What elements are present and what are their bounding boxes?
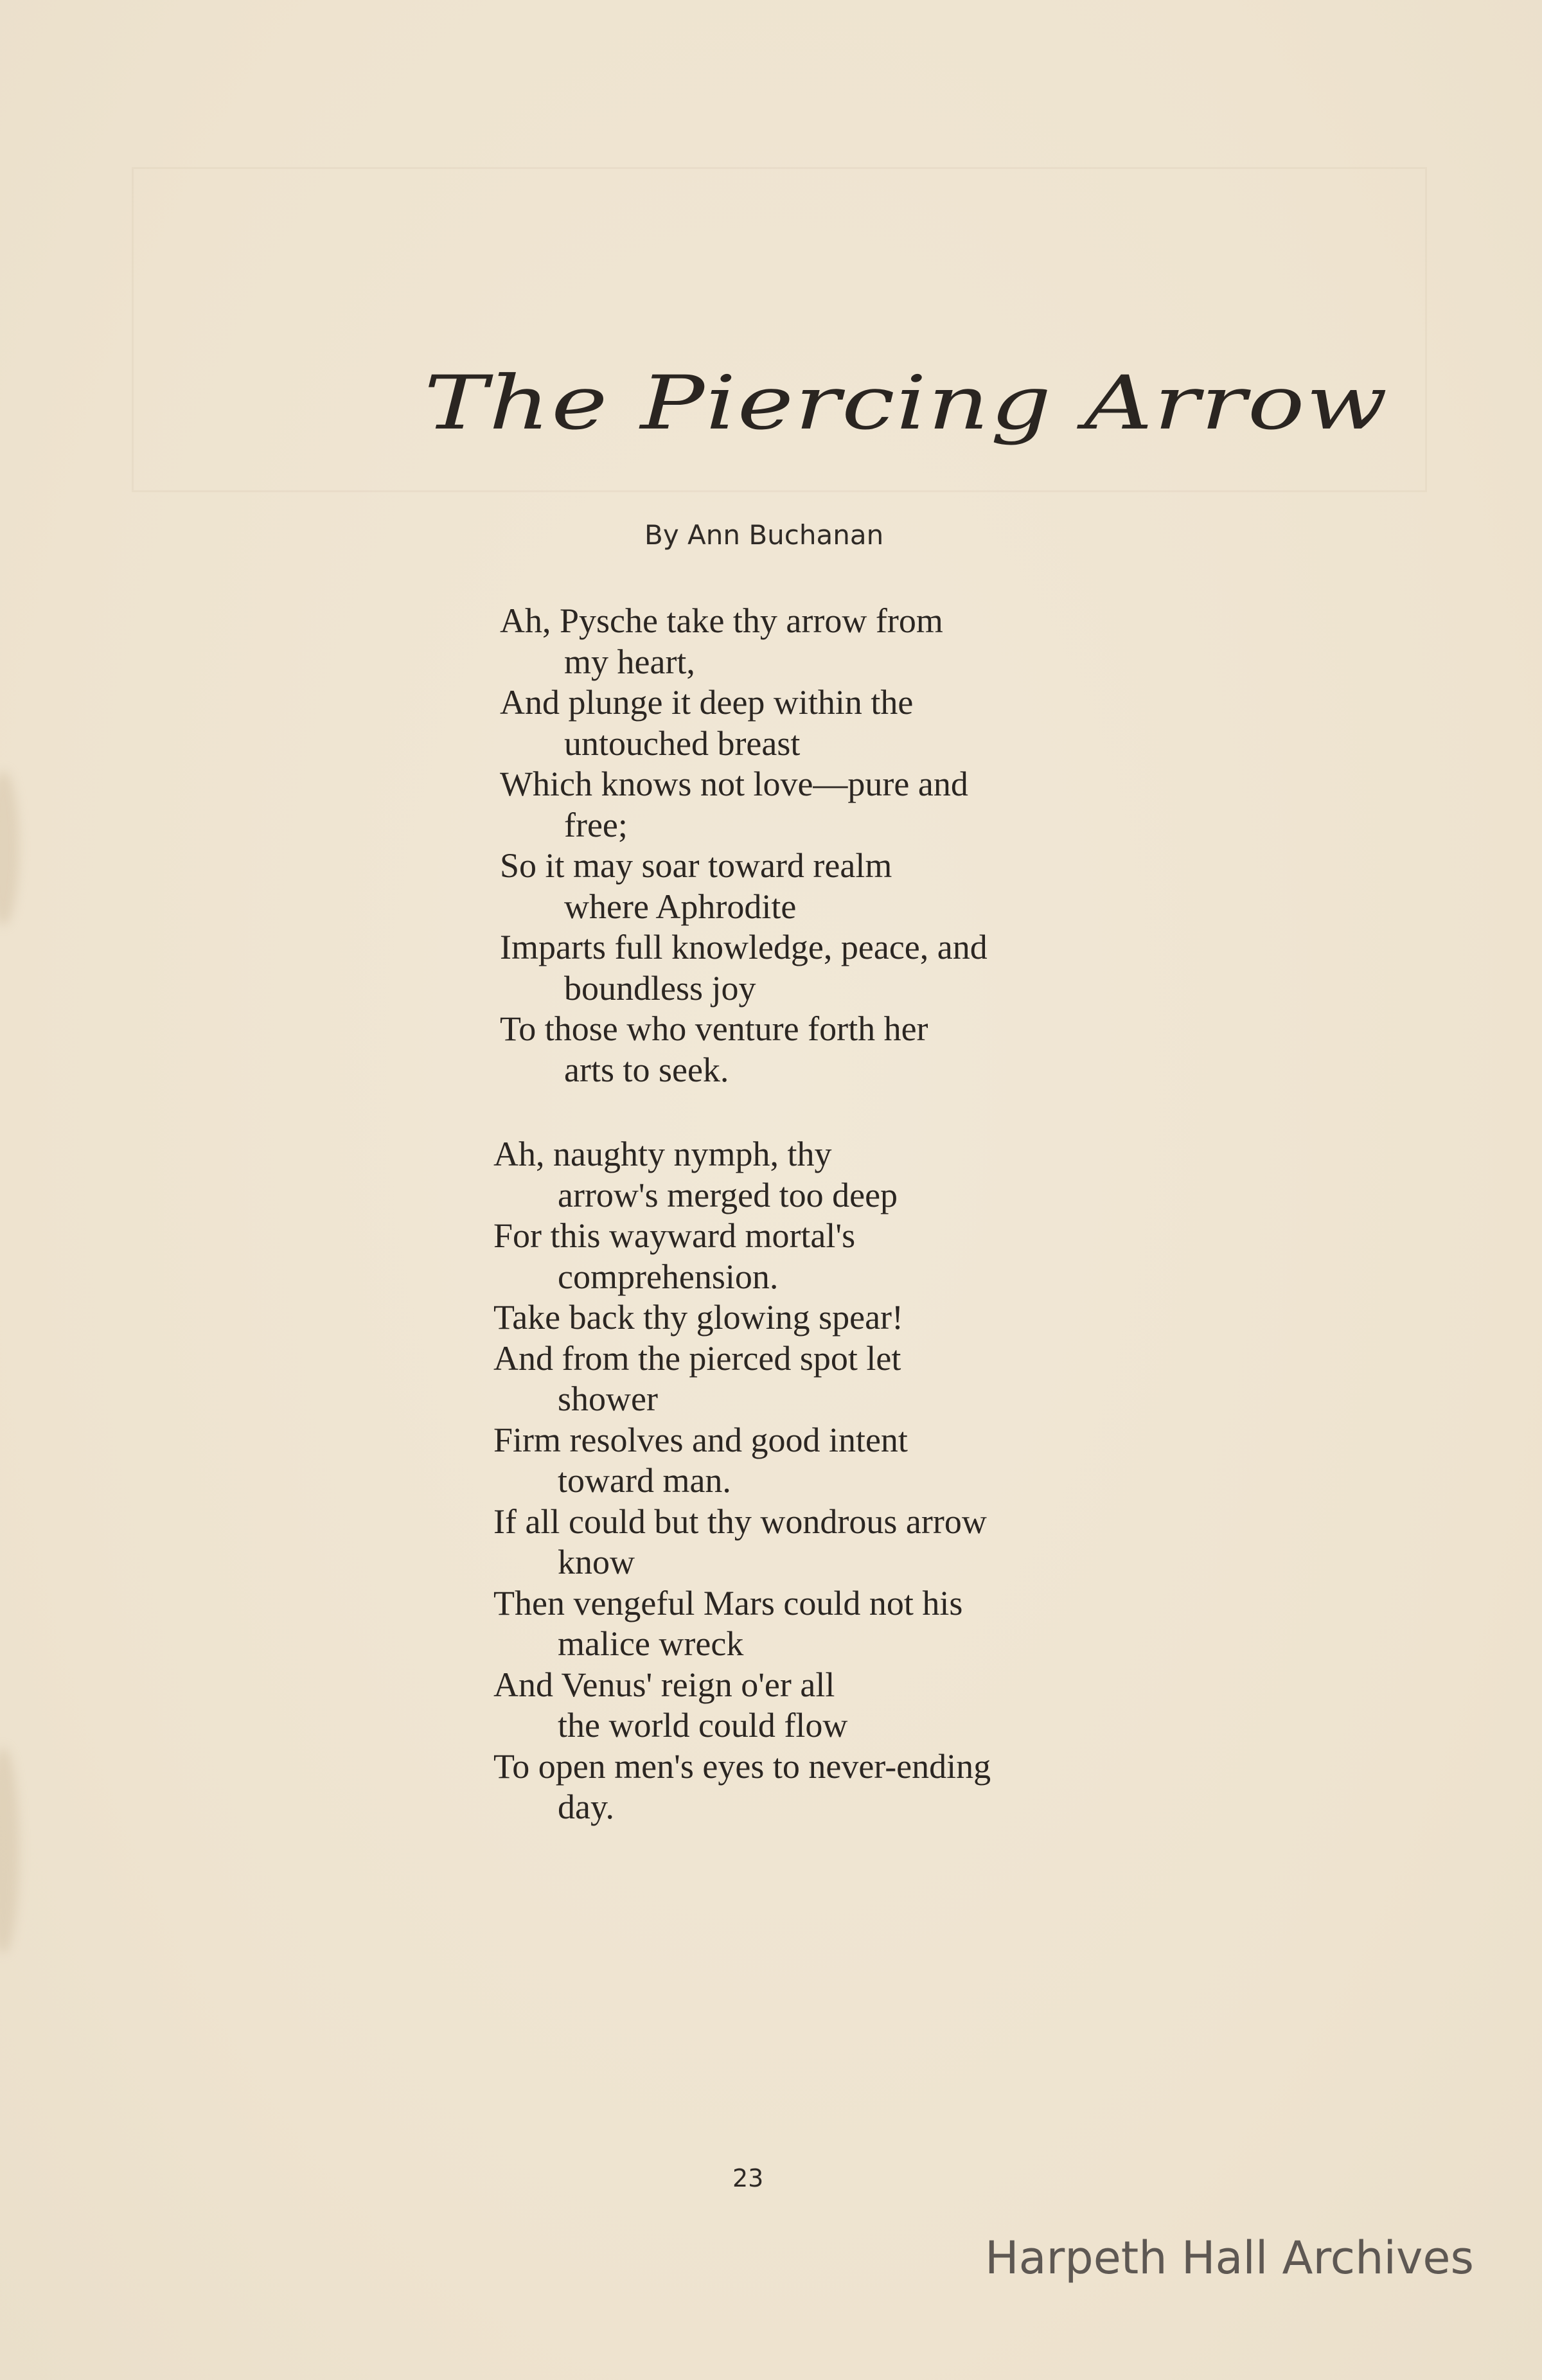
poem-line: Imparts full knowledge, peace, and — [500, 928, 988, 966]
poem-line: toward man. — [558, 1461, 731, 1500]
poem-line: And plunge it deep within the — [500, 683, 914, 722]
archive-watermark: Harpeth Hall Archives — [985, 2232, 1474, 2284]
poem-line: To open men's eyes to never-ending — [493, 1746, 991, 1786]
poem-line: Take back thy glowing spear! — [493, 1298, 904, 1337]
poem-line: untouched breast — [564, 724, 801, 763]
poem-line: Firm resolves and good intent — [493, 1420, 908, 1459]
poem-byline: By Ann Buchanan — [644, 519, 884, 551]
poem-line: shower — [558, 1380, 658, 1418]
stanza-2 — [493, 1134, 991, 1828]
poem-line: boundless joy — [564, 968, 756, 1008]
poem-title: The Piercing Arrow — [424, 360, 1389, 447]
poem-line: arrow's merged too deep — [558, 1175, 898, 1214]
poem-line: And Venus' reign o'er all — [493, 1665, 835, 1704]
poem-line: To those who venture forth her — [500, 1009, 928, 1048]
poem-line: comprehension. — [558, 1257, 779, 1296]
poem-line: the world could flow — [558, 1706, 848, 1745]
poem-line: arts to seek. — [564, 1050, 729, 1089]
poem-line: malice wreck — [558, 1624, 744, 1663]
page-edge-shadow — [0, 771, 19, 925]
poem-line: where Aphrodite — [564, 887, 797, 926]
poem-line: Ah, Pysche take thy arrow from — [500, 601, 943, 640]
poem-line: If all could but thy wondrous arrow — [493, 1502, 987, 1541]
poem-line: Ah, naughty nymph, thy — [493, 1135, 832, 1173]
poem-line: Which knows not love—pure and — [500, 765, 968, 803]
poem-line: know — [558, 1543, 635, 1581]
poem-line: free; — [564, 805, 628, 844]
page-edge-shadow — [0, 1748, 19, 1953]
poem-line: my heart, — [564, 642, 695, 681]
stanza-1 — [500, 601, 988, 1090]
poem-line: And from the pierced spot let — [493, 1338, 901, 1378]
page-number: 23 — [732, 2164, 764, 2192]
poem-line: So it may soar toward realm — [500, 846, 892, 885]
poem-line: Then vengeful Mars could not his — [493, 1583, 963, 1622]
poem-line: For this wayward mortal's — [493, 1216, 856, 1255]
poem-line: day. — [558, 1788, 614, 1826]
